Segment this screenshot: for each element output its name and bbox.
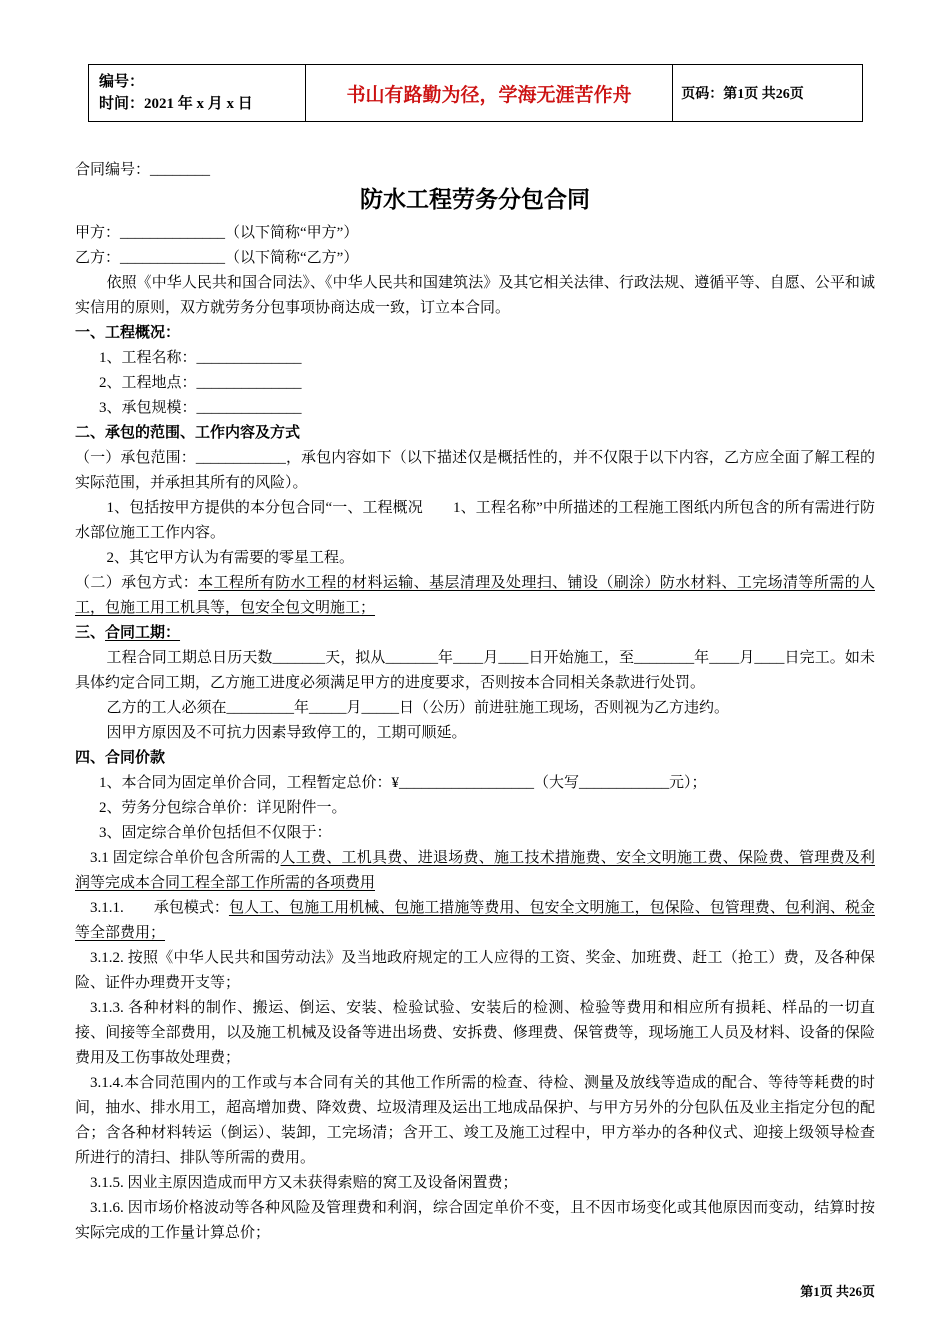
page-footer: 第1页 共26页 [800,1284,875,1299]
duration-paragraph-2: 乙方的工人必须在_________年_____月_____日（公历）前进驻施工现场，否则视为乙方违约。 [106,700,730,716]
clause-3-1-5: 3.1.5. 因业主原因造成而甲方又未获得索赔的窝工及设备闲置费； [90,1175,518,1191]
section-3-number: 三、 [75,625,106,641]
scope-paragraph: （一）承包范围：____________，承包内容如下（以下描述仅是概括性的，并不仅限于以下内容，乙方应全面了解工程的实际范围，并承担其所有的风险）。 [75,450,875,491]
section-4-heading: 四、合同价款 [75,750,166,766]
header-left-cell [89,65,306,122]
clause-3-1-underlined-text: 人工费、工机具费、进退场费、施工技术措施费、安全文明施工费、保险费、管理费及利润等完成本合同工程全部工作所需的各项费用 [75,850,875,891]
clause-3-1-1 [75,896,875,946]
header-time-label: 时间：2021 年 x 月 x 日 [99,96,253,112]
section-2-heading: 二、承包的范围、工作内容及方式 [75,425,301,441]
scope-item-1: 1、包括按甲方提供的本分包合同“一、工程概况 1、工程名称”中所描述的工程施工图纸内所包含的所有需进行防水部位施工工作内容。 [75,500,875,541]
contract-scale-line: 3、承包规模：______________ [99,400,302,416]
clause-3-1-4: 3.1.4.本合同范围内的工作或与本合同有关的其他工作所需的检查、待检、测量及放线等造成的配合、等待等耗费的时间，抽水、排水用工，超高增加费、降效费、垃圾清理及运出工地成品保护、与甲方另外的分包队伍及业主指定分包的配合；含各种材料转运（倒运）、装卸，工完场清；含开工、竣工及施工过程中，甲方举办的各种仪式、迎接上级领导检查所进行的清扫、排队等所需的费用。 [75,1075,875,1166]
duration-paragraph-1: 工程合同工期总日历天数_______天，拟从_______年____月____日开始施工，至________年____月____日完工。如未具体约定合同工期，乙方施工进度必须满足甲方的进度要求，否则按本合同相关条款进行处罚。 [75,650,875,691]
project-name-line: 1、工程名称：______________ [99,350,302,366]
price-item-1: 1、本合同为固定单价合同，工程暂定总价：¥__________________（大写____________元）； [99,775,707,791]
party-a-line: 甲方：______________（以下简称“甲方”） [75,225,359,241]
section-3-heading [75,621,875,646]
section-3-title: 合同工期： [105,625,181,641]
header-no-label: 编号： [99,74,145,90]
clause-3-1-6: 3.1.6. 因市场价格波动等各种风险及管理费和利润，综合固定单价不变，且不因市场变化或其他原因而变动，结算时按实际完成的工作量计算总价； [75,1200,875,1241]
duration-paragraph-3: 因甲方原因及不可抗力因素导致停工的，工期可顺延。 [106,725,467,741]
clause-3-1-2: 3.1.2. 按照《中华人民共和国劳动法》及当地政府规定的工人应得的工资、奖金、加班费、赶工（抢工）费，及各种保险、证件办理费开支等； [75,950,875,991]
header-motto: 书山有路勤为径，学海无涯苦作舟 [305,65,672,122]
clause-3-1-1-prefix: 3.1.1. 承包模式： [90,900,229,916]
clause-3-1-prefix: 3.1 固定综合单价包含所需的 [90,850,281,866]
preamble-paragraph: 依照《中华人民共和国合同法》、《中华人民共和国建筑法》及其它相关法律、行政法规、遵循平等、自愿、公平和诚实信用的原则，双方就劳务分包事项协商达成一致，订立本合同。 [75,275,875,316]
header-table [88,64,863,122]
price-item-2: 2、劳务分包综合单价：详见附件一。 [99,800,347,816]
price-item-3: 3、固定综合单价包括但不仅限于： [99,825,332,841]
method-underlined-text: 本工程所有防水工程的材料运输、基层清理及处理扫、铺设（刷涂）防水材料、工完场清等所需的人工，包施工用工机具等，包安全包文明施工； [75,575,875,616]
document-title: 防水工程劳务分包合同 [360,187,590,212]
method-paragraph [75,571,875,621]
contract-number-line: 合同编号：________ [75,162,211,178]
party-b-line: 乙方：______________（以下简称“乙方”） [75,250,359,266]
clause-3-1 [75,846,875,896]
clause-3-1-3: 3.1.3. 各种材料的制作、搬运、倒运、安装、检验试验、安装后的检测、检验等费用和相应所有损耗、样品的一切直接、间接等全部费用，以及施工机械及设备等进出场费、安拆费、修理费、保管费等，现场施工人员及材料、设备的保险费用及工伤事故处理费； [75,1000,875,1066]
method-label: （二）承包方式： [75,575,199,591]
clause-3-1-1-underlined-text: 包人工、包施工用机械、包施工措施等费用、包安全文明施工，包保险、包管理费、包利润、税金等全部费用； [75,900,875,941]
scope-item-2: 2、其它甲方认为有需要的零星工程。 [106,550,355,566]
project-location-line: 2、工程地点：______________ [99,375,302,391]
header-page-label: 页码：第1页 共26页 [673,65,863,122]
header-row [89,65,863,122]
section-1-heading: 一、工程概况： [75,325,181,341]
